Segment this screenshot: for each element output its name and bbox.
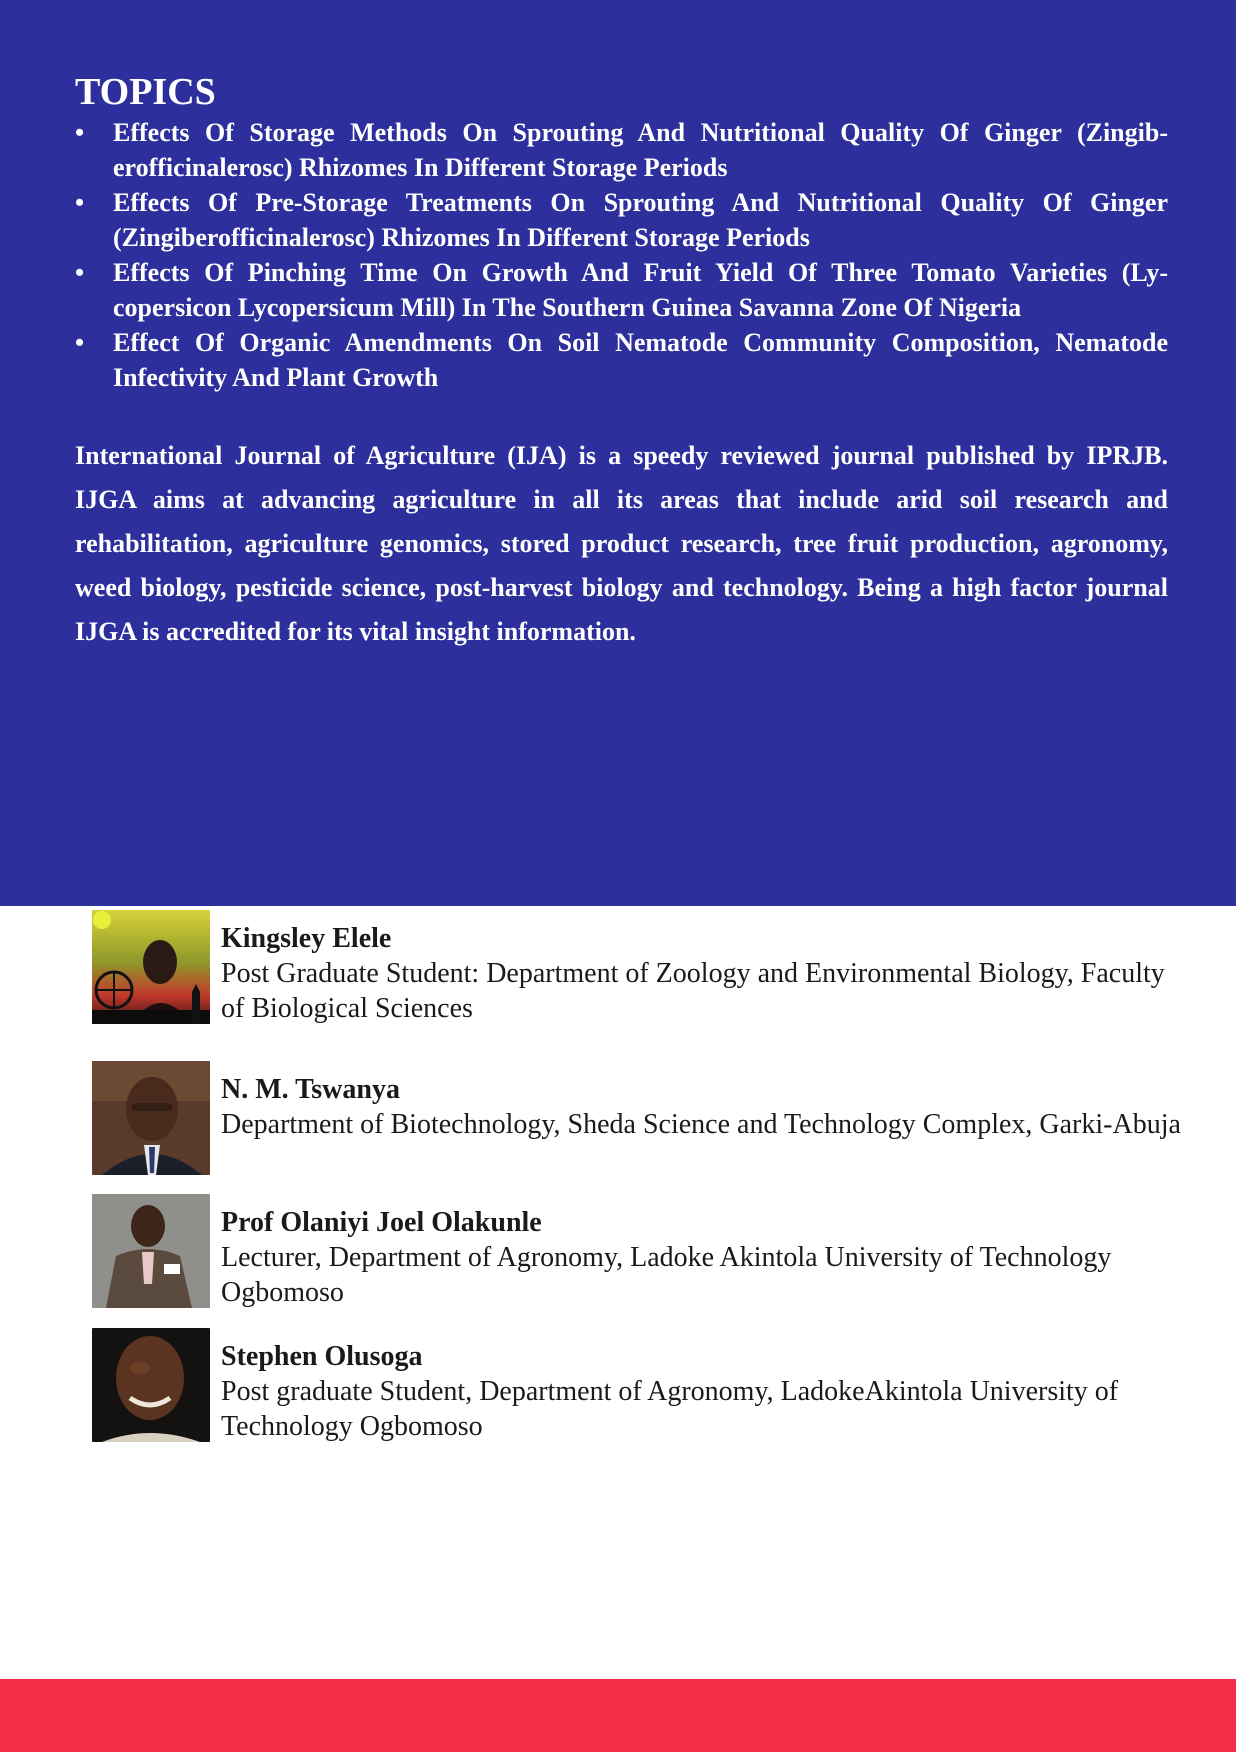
author-affiliation: Post Graduate Student: Department of Zoology and Environmental Biology, Faculty of Biological Sciences	[221, 958, 1165, 1024]
author-card	[92, 1061, 1182, 1177]
topic-text: Effects Of Storage Methods On Sprouting And Nutritional Quality Of Ginger (Zingiberofficinalerosc) Rhizomes In Different Storage Periods	[113, 118, 1168, 182]
author-name: N. M. Tswanya	[221, 1074, 400, 1105]
author-affiliation: Lecturer, Department of Agronomy, Ladoke Akintola University of Technology Ogbomoso	[221, 1242, 1112, 1308]
footer-bar	[0, 1679, 1236, 1752]
author-name: Stephen Olusoga	[221, 1341, 423, 1372]
author-affiliation: Department of Biotechnology, Sheda Science and Technology Complex, Garki-Abuja	[221, 1109, 1181, 1140]
author-info	[221, 922, 1181, 1026]
topic-item	[75, 255, 1168, 325]
bullet-icon: •	[75, 118, 85, 147]
topic-item	[75, 185, 1168, 255]
author-photo	[92, 1194, 210, 1308]
journal-description: International Journal of Agriculture (IJA) is a speedy reviewed journal published by IPRJB. IJGA aims at advancing agriculture in all its areas that include arid soil research and rehabilitation, agriculture genomics, stored product research, tree fruit production, agronomy, weed biology, pesticide science, post-harvest biology and technology. Being a high factor journal IJGA is accredited for its vital insight information.	[75, 441, 1168, 646]
topic-item	[75, 115, 1168, 185]
author-info	[221, 1073, 1181, 1142]
topic-text: Effects Of Pre-Storage Treatments On Sprouting And Nutritional Quality Of Ginger (Zingiberofficinalerosc) Rhizomes In Different Storage Periods	[113, 188, 1168, 252]
topic-text: Effect Of Organic Amendments On Soil Nematode Community Composition, Nematode Infectivity And Plant Growth	[113, 328, 1168, 392]
topics-heading: TOPICS	[75, 71, 216, 113]
author-info	[221, 1206, 1181, 1310]
author-card	[92, 1194, 1182, 1310]
author-photo	[92, 1061, 210, 1175]
author-info	[221, 1340, 1181, 1444]
author-name: Prof Olaniyi Joel Olakunle	[221, 1207, 542, 1238]
author-photo	[92, 910, 210, 1024]
author-photo	[92, 1328, 210, 1442]
bullet-icon: •	[75, 328, 85, 357]
author-card	[92, 1328, 1182, 1444]
author-name: Kingsley Elele	[221, 923, 392, 954]
bullet-icon: •	[75, 188, 85, 217]
topics-list	[75, 115, 1168, 395]
author-affiliation: Post graduate Student, Department of Agronomy, LadokeAkintola University of Technology Ogbomoso	[221, 1376, 1119, 1442]
author-card	[92, 910, 1182, 1026]
topic-text: Effects Of Pinching Time On Growth And Fruit Yield Of Three Tomato Varieties (Lycopersicon Lycopersicum Mill) In The Southern Guinea Savanna Zone Of Nigeria	[113, 258, 1168, 322]
topic-item	[75, 325, 1168, 395]
bullet-icon: •	[75, 258, 85, 287]
